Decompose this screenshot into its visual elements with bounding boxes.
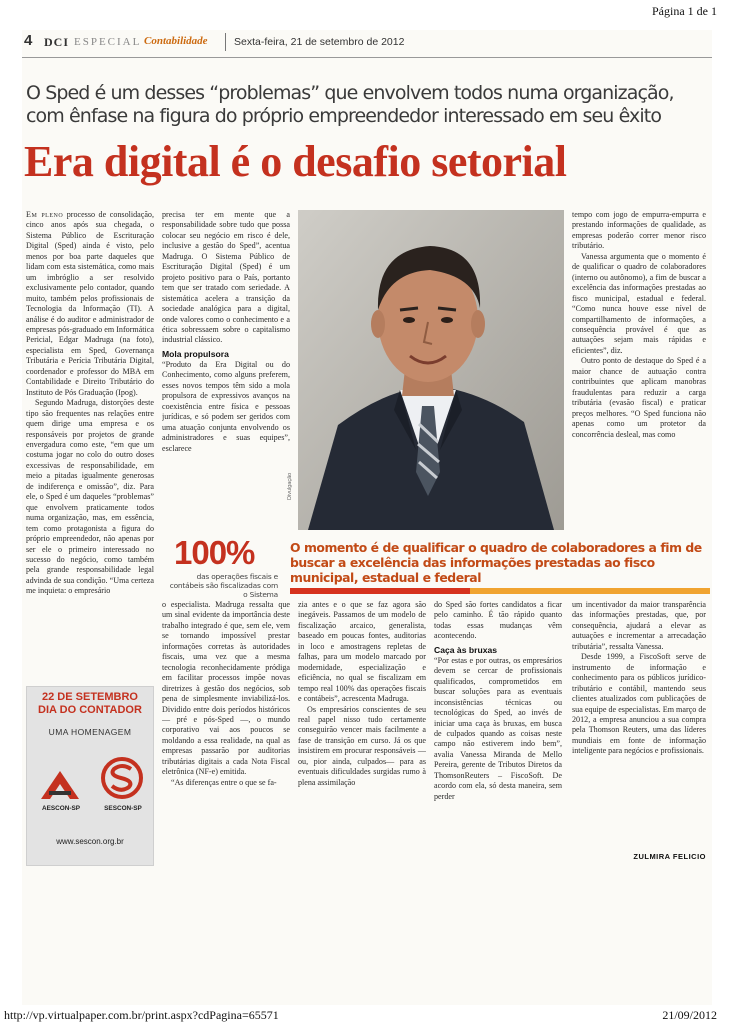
- article-column-4: [434, 600, 562, 862]
- aescon-label: AESCON-SP: [42, 805, 80, 812]
- article-column-5-lower: [572, 600, 706, 862]
- publication-name: DCI: [44, 35, 70, 49]
- paragraph: processo de consolidação, cinco anos após sua chegada, o Sistema Público de Escrituração Digital (Sped) ainda é visto, pelo menos por boa parte daqueles que lidam com esta sistemática, como mais um imbróglio a ser resolvido exclusivamente pelo contador, quando muito, também pelos profissionais de Tecnologia da Informação (TI). A análise é do auditor e administrador de empresas pós-graduado em Informática Pericial, Edgar Madruga (na foto), especialista em Sped, Governança Tributária e Perícia Tributária Digital, coordenador e professor do MBA em Contabilidade e Direito Tributário do Instituto de Pós Graduação (Ipog).: [26, 210, 154, 397]
- masthead: [22, 32, 712, 58]
- subhead-caca-as-bruxas: Caça às bruxas: [434, 644, 498, 655]
- ad-date-line: 22 DE SETEMBRO: [42, 691, 138, 703]
- lead-in: Em pleno: [26, 210, 64, 219]
- section-label: Contabilidade: [144, 35, 208, 47]
- pull-quote-bar-orange: [470, 588, 710, 594]
- photo-credit: Divulgação: [287, 472, 293, 500]
- ad-website: www.sescon.org.br: [56, 837, 124, 846]
- paragraph: um incentivador da maior transparência das informações prestadas, que, por consequência, ajudará a elevar as autuações e incrementar a arrecadação tributária”, ressalta Vanessa.: [572, 600, 706, 651]
- byline: ZULMIRA FELICIO: [633, 852, 706, 861]
- kicker-line-2: com ênfase na figura do próprio empreendedor interessado em seu êxito: [26, 105, 662, 127]
- newspaper-page: [22, 30, 712, 1005]
- ad-headline: [27, 691, 153, 717]
- paragraph: Vanessa argumenta que o momento é de qualificar o quadro de colaboradores (interno ou autônomo), a fim de buscar a excelência das informações prestadas ao fisco municipal, estadual e federal. “Como nunca houve esse nível de compartilhamento de informações, a consequência provável é que as autuações sejam mais rápidas e eficientes”, diz.: [572, 251, 706, 355]
- article-column-5: [572, 210, 706, 530]
- print-date: 21/09/2012: [662, 1008, 717, 1022]
- paragraph: precisa ter em mente que a responsabilidade sobre tudo que possa colocar seu negócio em risco é dele, inclusive a gestão do Sped”, acentua Madruga. O Sistema Público de Escrituração Digital (Sped) é um projeto positivo para o País, portanto tem que ser tratado com seriedade. A sistemática acelera a transição da sociedade analógica para a digital, onde valores como o conhecimento e a ética sobressaem sobre o capitalismo industrial clássico.: [162, 210, 290, 345]
- issue-date: Sexta-feira, 21 de setembro de 2012: [234, 36, 405, 48]
- paragraph: “Produto da Era Digital ou do Conhecimento, como alguns preferem, esses novos tempos têm sido a mola propulsora de expressivos avanços na coexistência entre física e pessoas jurídicas, e só podem ser geridos com uma atuação conjunta envolvendo os administradores e suas equipes”, esclarece: [162, 359, 290, 453]
- article-kicker: [26, 82, 710, 128]
- article-column-1: [26, 210, 154, 710]
- paragraph: Desde 1999, a FiscoSoft serve de instrumento de informação e conhecimento para os públicos jurídico-tributário e contábil, mantendo seus clientes atualizados com publicações de sua equipe de especialistas. Em março de 2012, a empresa anunciou a sua compra pela Thomson Reuters, uma das líderes mundiais em fonte de informação inteligente para negócios e profissionais.: [572, 652, 706, 756]
- paragraph: tempo com jogo de empurra-empurra e prestando informações de qualidade, as empresas poderão correr menor risco tributário.: [572, 210, 706, 251]
- portrait-illustration: [298, 210, 564, 530]
- portrait-photo: [298, 210, 564, 530]
- ad-tribute: UMA HOMENAGEM: [48, 727, 132, 737]
- paragraph: do Sped são fortes candidatos a ficar pelo caminho. É tão rápido quanto todas essas mudanças vêm acontecendo.: [434, 600, 562, 641]
- highlight-percentage: 100%: [174, 534, 255, 571]
- paragraph: Outro ponto de destaque do Sped é a maior chance de autuação contra contribuintes que aplicam manobras fraudulentas para reduzir a carga tributária (evasão fiscal) e praticar preços melhores. “O Sped funciona não apenas como um protetor da concorrência desleal, mas como: [572, 356, 706, 439]
- print-header: [0, 0, 729, 22]
- paragraph: zia antes e o que se faz agora são inegáveis. Passamos de um modelo de fiscalização arcaico, generalista, baseado em poucas fontes, auditorias in loco e amostragens repletas de falhas, para um modelo marcado por modernidade, especialização e eficiência, no qual se fiscalizam em tempo real 100% das operações fiscais e contábeis”, acrescenta Madruga.: [298, 600, 426, 704]
- article-column-2-lower: [162, 600, 290, 862]
- ad-occasion-line: DIA DO CONTADOR: [38, 704, 142, 716]
- aescon-logo-icon: [39, 769, 81, 801]
- paragraph: “Por estas e por outras, os empresários devem se cercar de profissionais qualificados, comprometidos em buscar soluções para as eventuais inconsistências técnicas ou tecnológicas do Sped, ao invés de iniciar uma caça às bruxas, em busca de culpados quando as coisas neste campo não estiverem indo bem”, avalia Vanessa Miranda de Mello Pereira, gerente de Tributos Diretos da ThomsonReuters – FiscoSoft. De acordo com ela, só desta maneira, sem perder: [434, 655, 562, 801]
- edition-label: ESPECIAL: [74, 36, 142, 48]
- percentage-caption: das operações fiscais e contábeis são fiscalizadas com o Sistema: [169, 572, 278, 599]
- page-counter: Página 1 de 1: [652, 4, 717, 18]
- subhead-mola-propulsora: Mola propulsora: [162, 348, 229, 359]
- kicker-line-1: O Sped é um desses “problemas” que envolvem todos numa organização,: [26, 82, 674, 104]
- article-column-3: [298, 600, 426, 862]
- sescon-logo-icon: [101, 757, 143, 799]
- pull-quote-text: O momento é de qualificar o quadro de colaboradores a fim de buscar a excelência das informações prestadas ao fisco municipal, estadual e federal: [290, 540, 702, 585]
- print-footer: [0, 1006, 729, 1030]
- page-number: 4: [24, 32, 33, 49]
- print-url: http://vp.virtualpaper.com.br/print.aspx?cdPagina=65571: [4, 1008, 279, 1022]
- sescon-label: SESCON-SP: [104, 805, 142, 812]
- masthead-divider: [225, 33, 226, 51]
- paragraph: Os empresários conscientes de seu real papel nisso tudo certamente conseguirão vencer mais facilmente a fase de transição em curso. Já os que insistirem em procurar responsáveis —ou, pior ainda, culpados— para as eventuais dificuldades surgidas rumo à plena assimilação: [298, 704, 426, 787]
- pull-quote: [162, 534, 708, 599]
- paragraph: Segundo Madruga, distorções deste tipo são frequentes nas relações entre quem dirige uma empresa e os responsáveis por projetos de grande envergadura como este, “em que um costuma jogar no colo do outro doses excessivas de responsabilidade, em meio a pitadas igualmente generosas de indiferença e omissão”, diz. Para ele, o Sped é um daqueles “problemas” que envolvem praticamente todos numa organização, mas, em essência, tem como protagonista a figura do próprio empreendedor, não apenas por ser ele o primeiro interessado no sucesso do negócio, como também pela grande responsabilidade legal advinda de sua condição. “Uma certeza me inquieta: o empresário: [26, 398, 154, 596]
- paragraph: o especialista. Madruga ressalta que um sinal evidente da importância deste trabalho integrado é que, sem ele, vem se tornando impossível prestar informações corretas às autoridades fiscais, uma vez que a mesma tecnologia reconhecidamente pródiga em facilitar processos impõe novas diretrizes à gestão dos negócios, sob pena de simplesmente inviabilizá-los. Dividido entre dois períodos históricos — pré e pós-Sped —, o mundo corporativo vai aos poucos se moldando a essa realidade, na qual as empresas passarão por auditorias tributárias digitais a cada Nota Fiscal eletrônica (NF-e) emitida.: [162, 600, 290, 777]
- pull-quote-bar-red: [290, 588, 470, 594]
- paragraph: “As diferenças entre o que se fa-: [171, 777, 277, 787]
- article-column-2: [162, 210, 290, 530]
- advertisement-box: [26, 686, 154, 866]
- article-headline: Era digital é o desafio setorial: [24, 137, 567, 186]
